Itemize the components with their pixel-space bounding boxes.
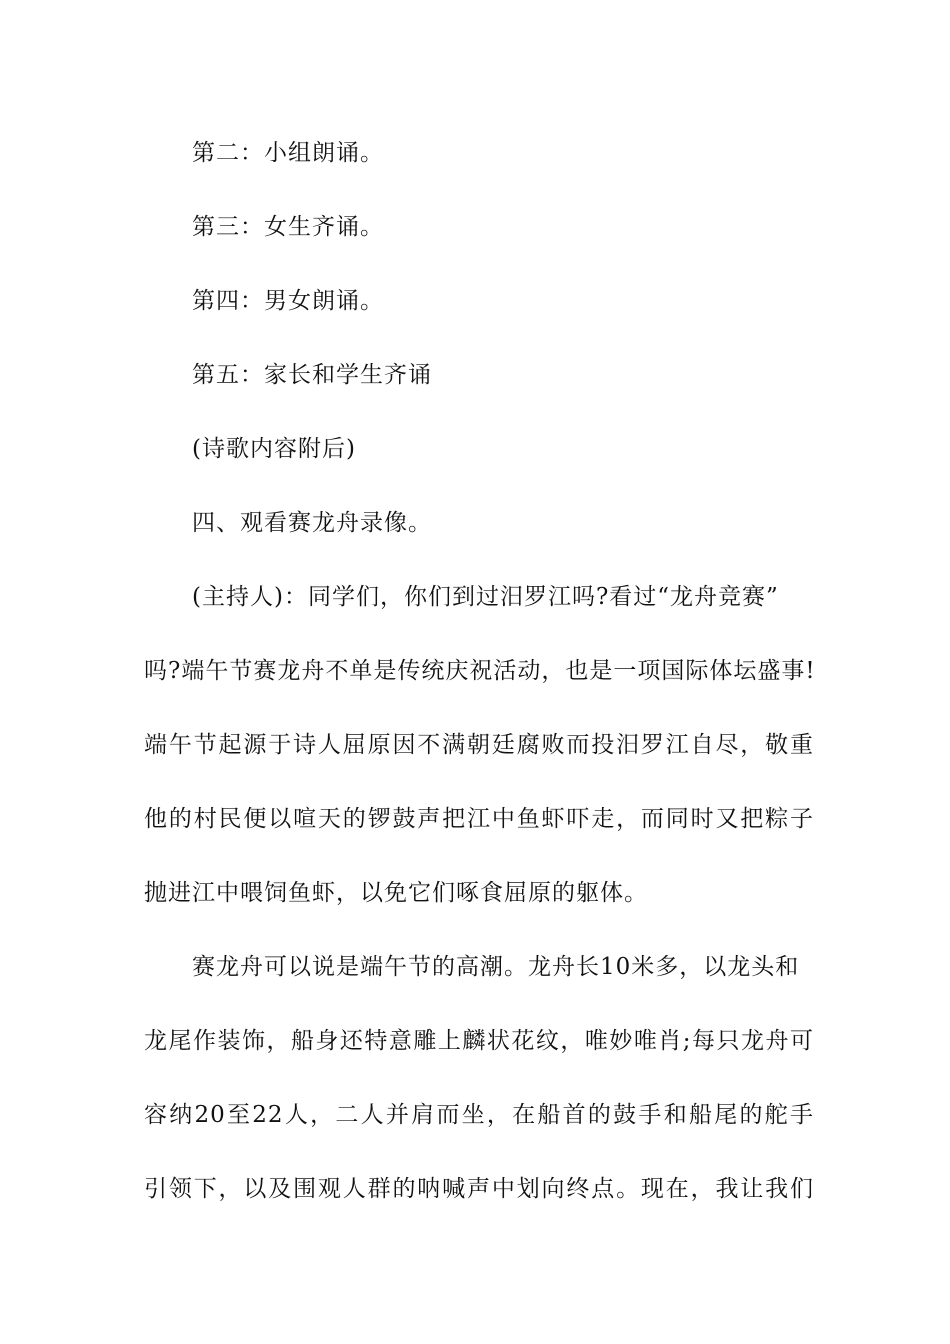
- paragraph-line: 容纳20至22人，二人并肩而坐，在船首的鼓手和船尾的舵手: [144, 1102, 814, 1128]
- paragraph-line: 端午节起源于诗人屈原因不满朝廷腐败而投汨罗江自尽，敬重: [144, 732, 814, 758]
- paragraph-line: 吗?端午节赛龙舟不单是传统庆祝活动，也是一项国际体坛盛事!: [144, 658, 816, 684]
- paragraph-line: 抛进江中喂饲鱼虾，以免它们啄食屈原的躯体。: [144, 880, 648, 906]
- paragraph-line: 龙尾作装饰，船身还特意雕上麟状花纹，唯妙唯肖;每只龙舟可: [144, 1028, 814, 1054]
- paragraph-line: (主持人)：同学们，你们到过汨罗江吗?看过“龙舟竞赛”: [192, 584, 779, 610]
- paragraph-line: 引领下，以及围观人群的呐喊声中划向终点。现在，我让我们: [144, 1176, 814, 1202]
- paragraph-line: 第三：女生齐诵。: [192, 214, 384, 240]
- paragraph-line: 第五：家长和学生齐诵: [192, 362, 432, 388]
- paragraph-line: 赛龙舟可以说是端午节的高潮。龙舟长10米多，以龙头和: [192, 954, 800, 980]
- paragraph-line: 第四：男女朗诵。: [192, 288, 384, 314]
- section-heading: 四、观看赛龙舟录像。: [192, 510, 432, 536]
- paragraph-line: 他的村民便以喧天的锣鼓声把江中鱼虾吓走，而同时又把粽子: [144, 806, 814, 832]
- paragraph-line: 第二：小组朗诵。: [192, 140, 384, 166]
- paragraph-line: (诗歌内容附后): [192, 436, 356, 462]
